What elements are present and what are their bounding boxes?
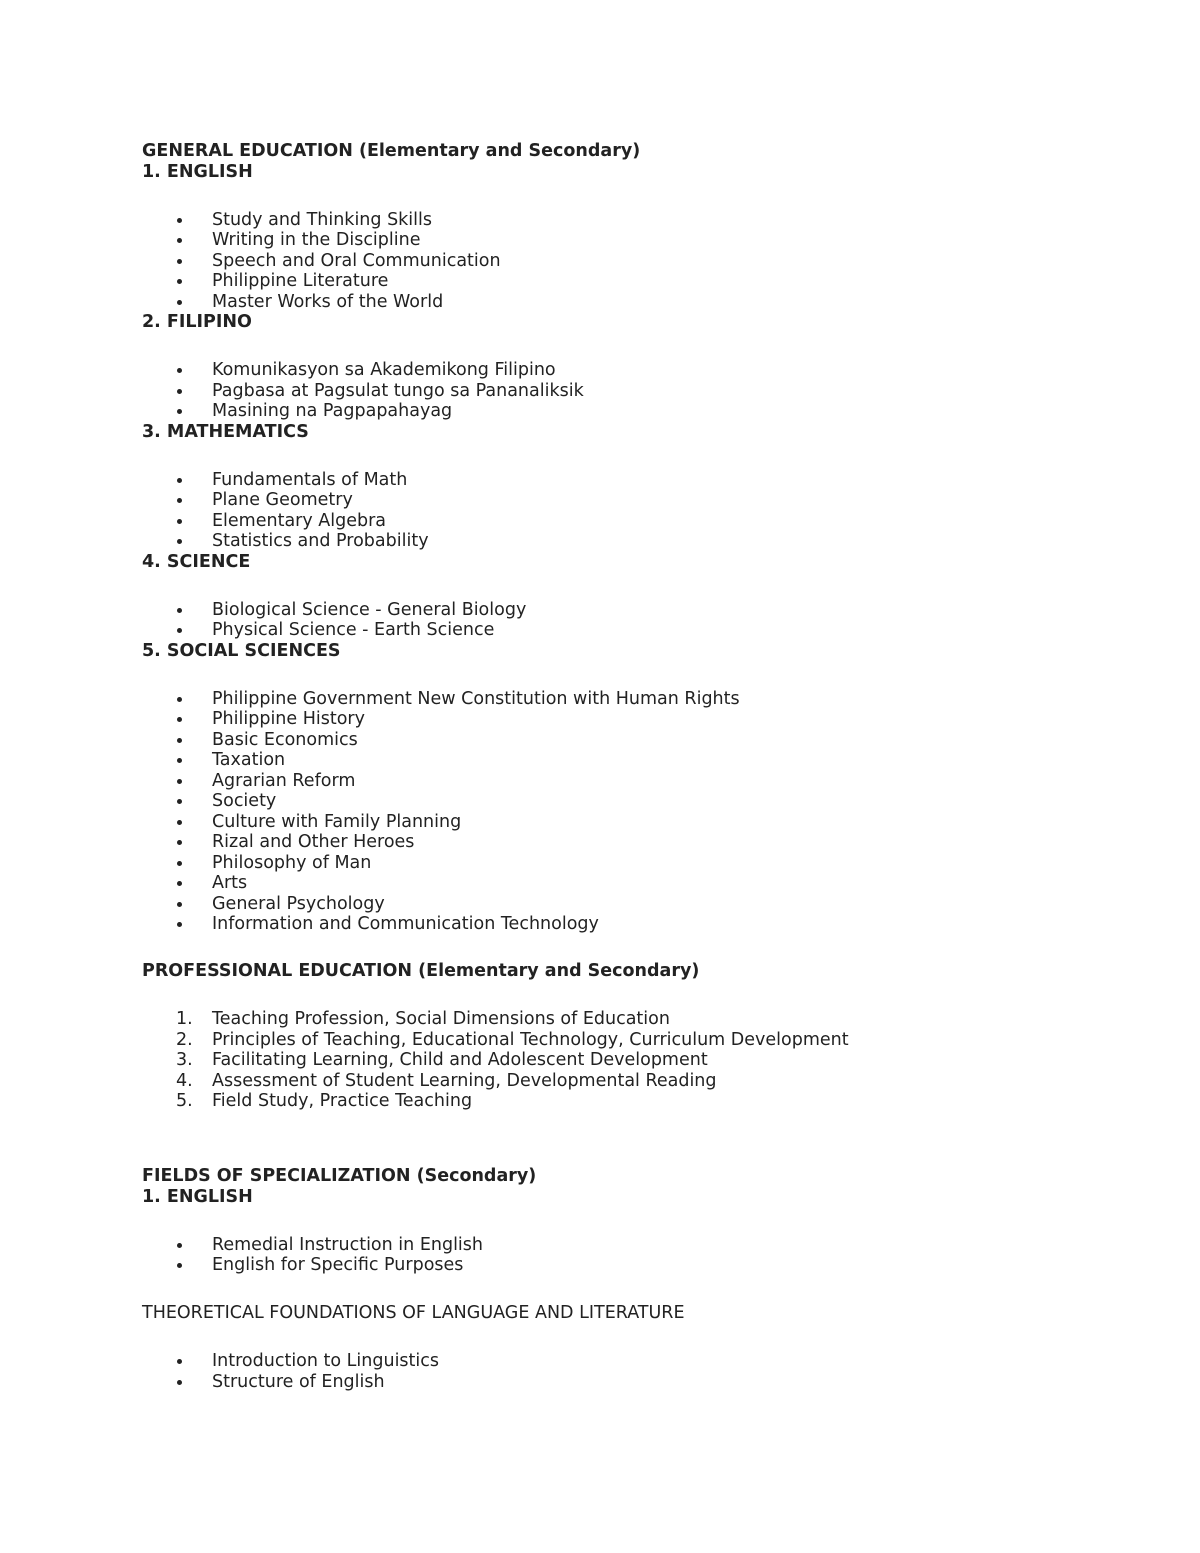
list-item: Structure of English (142, 1372, 1160, 1393)
professional-education-section (142, 961, 1160, 1112)
professional-education-title: PROFESSIONAL EDUCATION (Elementary and Secondary) (142, 961, 700, 981)
list-item (142, 1071, 1160, 1092)
list-number: 5. (176, 1091, 193, 1111)
list-item: General Psychology (142, 894, 1160, 915)
list-item: Plane Geometry (142, 490, 1160, 511)
list-item: Philippine History (142, 709, 1160, 730)
list-item: Study and Thinking Skills (142, 210, 1160, 231)
social-sciences-subject-list (142, 689, 1160, 935)
list-item: Introduction to Linguistics (142, 1351, 1160, 1372)
specialization-title: FIELDS OF SPECIALIZATION (Secondary) (142, 1166, 537, 1186)
list-item: Basic Economics (142, 730, 1160, 751)
list-item-text: Facilitating Learning, Child and Adolescent Development (212, 1050, 708, 1070)
list-item: Philippine Literature (142, 271, 1160, 292)
filipino-subject-list (142, 360, 1160, 422)
list-item (142, 1009, 1160, 1030)
subject-heading-social-sciences: 5. SOCIAL SCIENCES (142, 640, 341, 661)
list-item: Masining na Pagpapahayag (142, 401, 1160, 422)
list-item (142, 1050, 1160, 1071)
list-item: Arts (142, 873, 1160, 894)
general-education-title: GENERAL EDUCATION (Elementary and Secondary) (142, 141, 641, 161)
list-number: 3. (176, 1050, 193, 1070)
specialization-english-list (142, 1235, 1160, 1276)
list-item: Writing in the Discipline (142, 230, 1160, 251)
theoretical-foundations-list (142, 1351, 1160, 1392)
list-number: 4. (176, 1070, 193, 1091)
list-item: Taxation (142, 750, 1160, 771)
specialization-section (142, 1166, 1160, 1392)
list-item: Master Works of the World (142, 292, 1160, 313)
list-item-text: Assessment of Student Learning, Developmental Reading (212, 1070, 717, 1091)
list-item: Elementary Algebra (142, 511, 1160, 532)
list-item: Society (142, 791, 1160, 812)
list-item: Remedial Instruction in English (142, 1235, 1160, 1256)
list-item: Biological Science - General Biology (142, 600, 1160, 621)
english-subject-list (142, 210, 1160, 313)
subject-heading-filipino: 2. FILIPINO (142, 312, 252, 332)
general-education-section (142, 141, 1160, 935)
professional-education-list (142, 1009, 1160, 1112)
theoretical-foundations-heading: THEORETICAL FOUNDATIONS OF LANGUAGE AND LITERATURE (142, 1303, 685, 1323)
subject-heading-mathematics: 3. MATHEMATICS (142, 421, 309, 442)
list-number: 2. (176, 1029, 193, 1050)
mathematics-subject-list (142, 470, 1160, 552)
list-item: Speech and Oral Communication (142, 251, 1160, 272)
list-number: 1. (176, 1009, 193, 1029)
list-item-text: Teaching Profession, Social Dimensions of Education (212, 1009, 670, 1029)
list-item: Philosophy of Man (142, 853, 1160, 874)
list-item: Rizal and Other Heroes (142, 832, 1160, 853)
subject-heading-english: 1. ENGLISH (142, 1186, 253, 1207)
list-item: Agrarian Reform (142, 771, 1160, 792)
list-item: Statistics and Probability (142, 531, 1160, 552)
science-subject-list (142, 600, 1160, 641)
list-item: Fundamentals of Math (142, 470, 1160, 491)
list-item: Information and Communication Technology (142, 914, 1160, 935)
list-item: Culture with Family Planning (142, 812, 1160, 833)
list-item: Philippine Government New Constitution with Human Rights (142, 689, 1160, 710)
list-item: English for Specific Purposes (142, 1255, 1160, 1276)
list-item-text: Field Study, Practice Teaching (212, 1091, 473, 1111)
list-item (142, 1030, 1160, 1051)
list-item: Physical Science - Earth Science (142, 620, 1160, 641)
list-item: Pagbasa at Pagsulat tungo sa Pananaliksik (142, 381, 1160, 402)
list-item: Komunikasyon sa Akademikong Filipino (142, 360, 1160, 381)
list-item-text: Principles of Teaching, Educational Technology, Curriculum Development (212, 1029, 849, 1050)
subject-heading-science: 4. SCIENCE (142, 551, 251, 572)
list-item (142, 1091, 1160, 1112)
subject-heading-english: 1. ENGLISH (142, 161, 253, 182)
